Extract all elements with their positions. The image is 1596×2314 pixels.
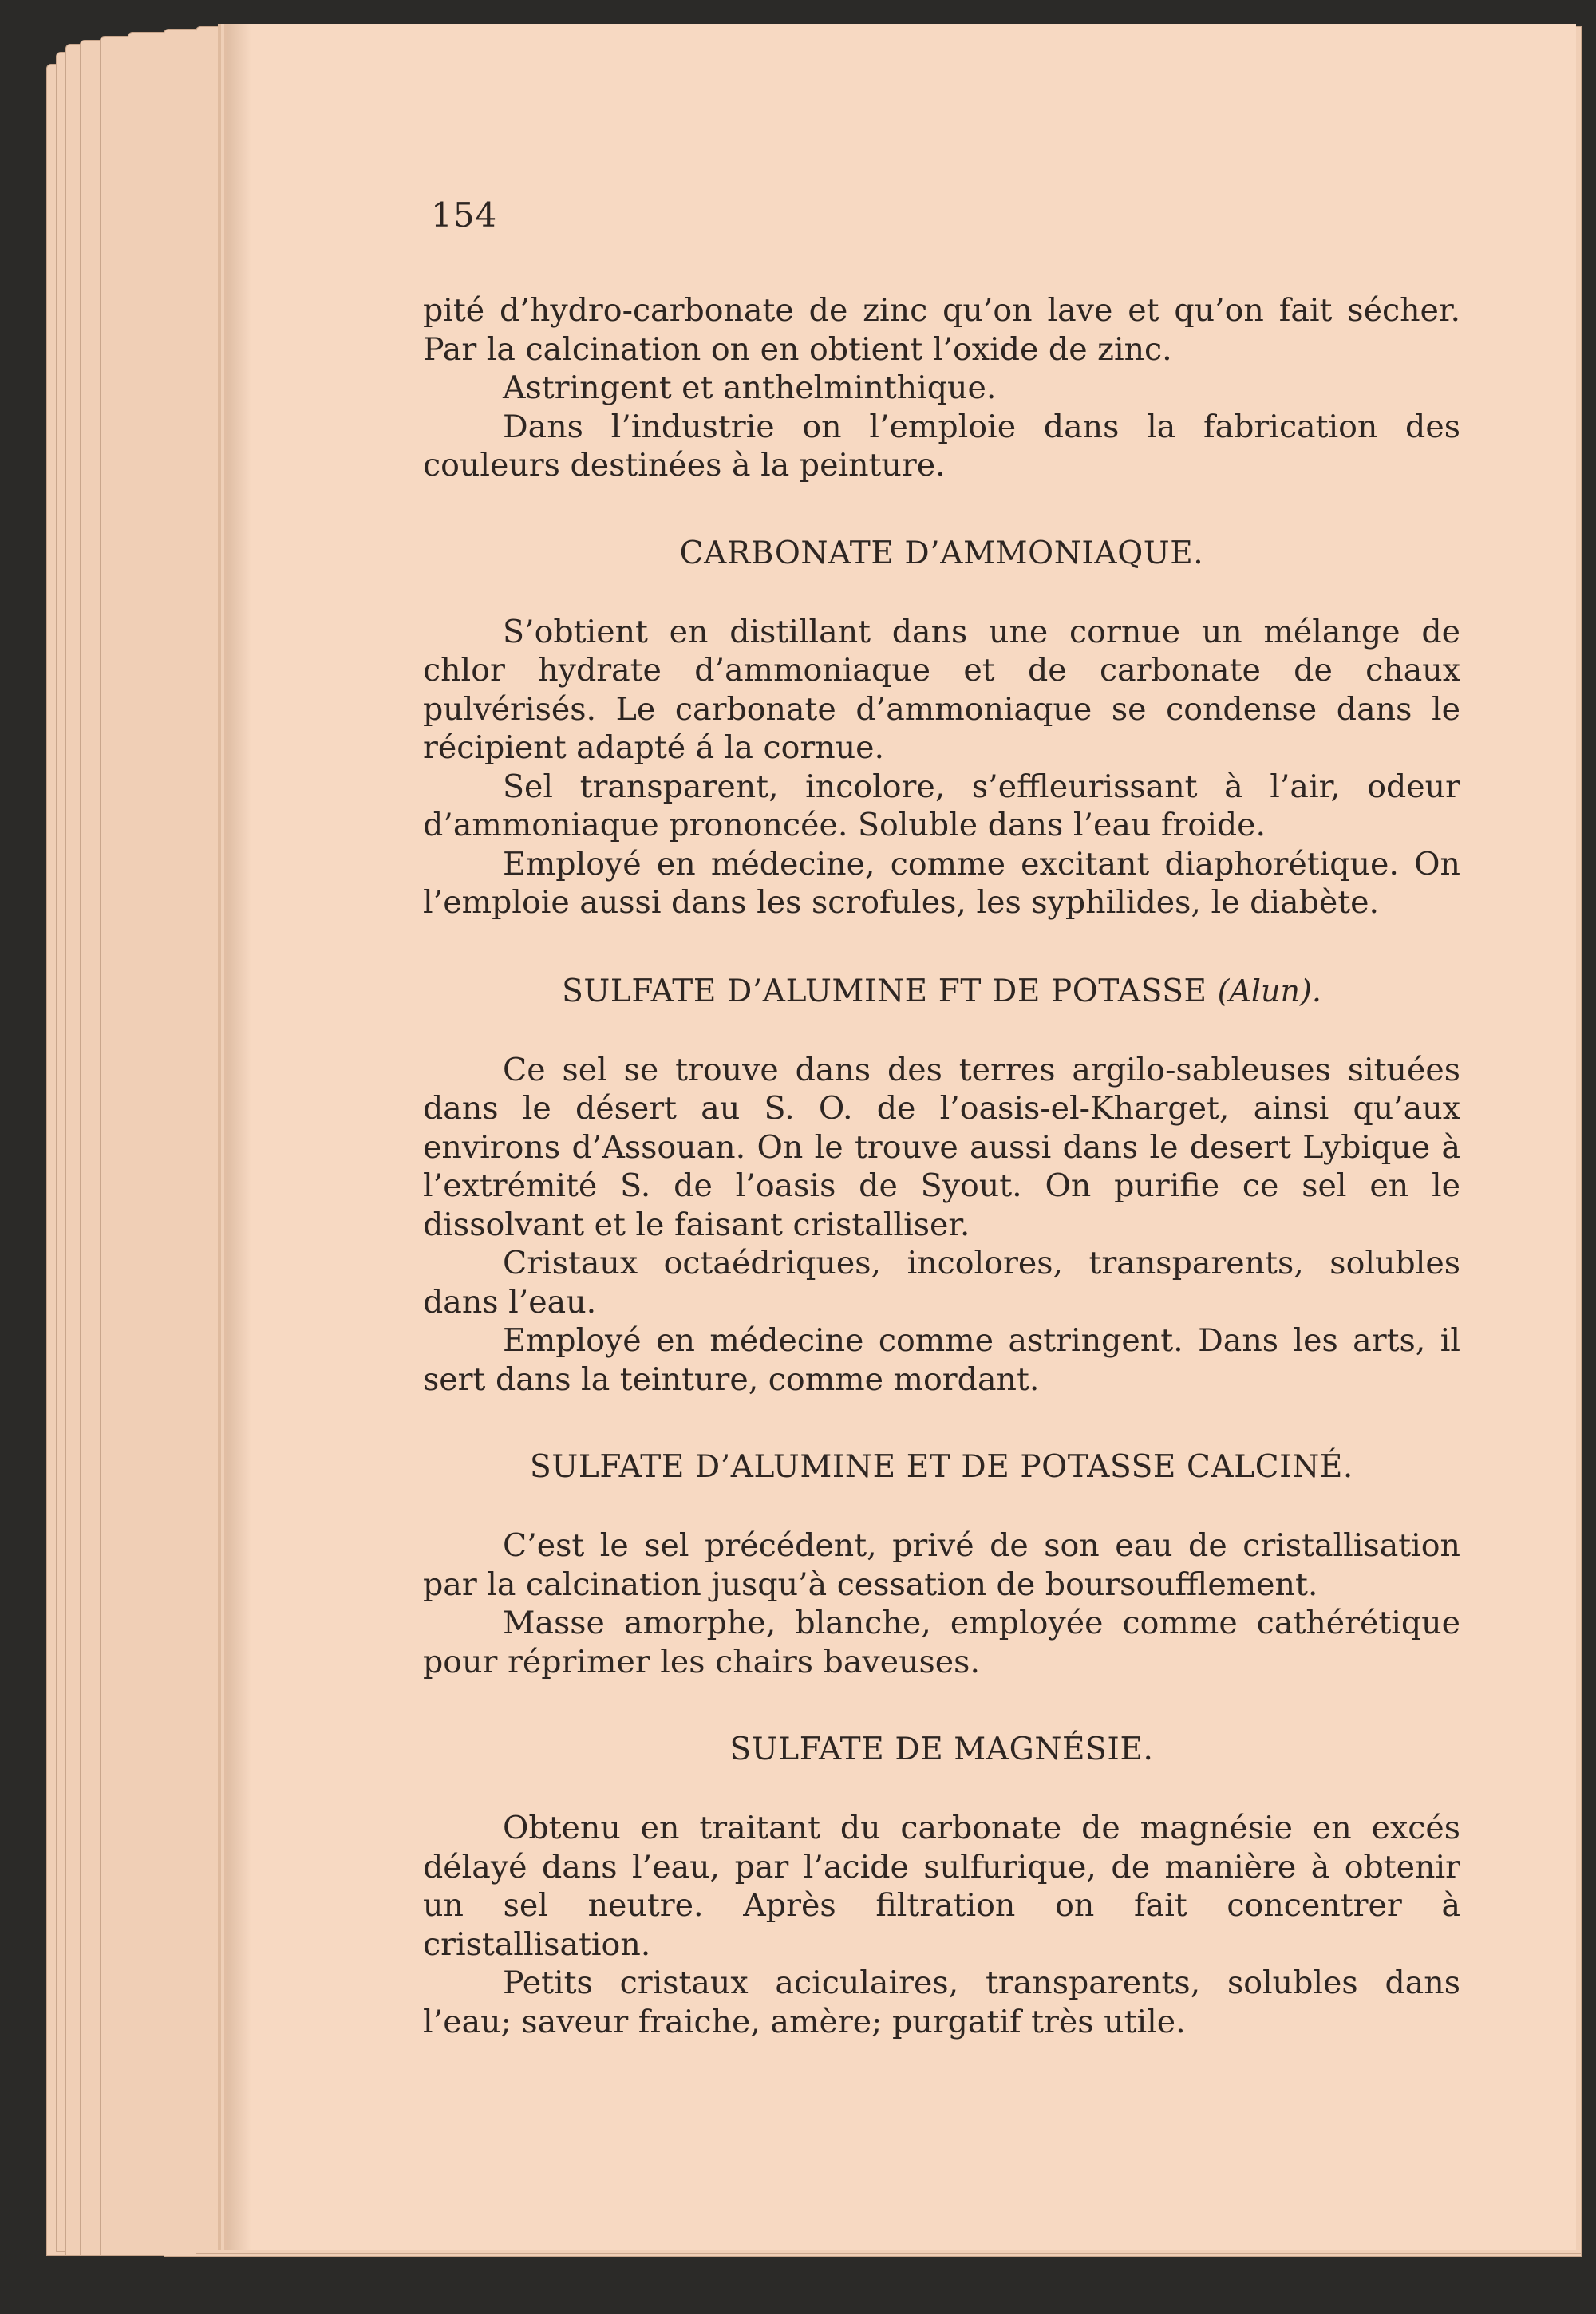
binding-shadow — [227, 24, 251, 2250]
paragraph: pité d’hydro-carbonate de zinc qu’on lave et qu’on fait sécher. Par la calcination on en obtient l’oxide de zinc. — [423, 292, 1460, 368]
paragraph: Ce sel se trouve dans des terres argilo-sableuses situées dans le désert au S. O. de l’oasis-el-Kharget, ainsi qu’aux environs d’Assouan. On le trouve aussi dans le desert Lybique à l’extrémité S. de l’oasis de Syout. On purifie ce sel en le dissolvant et le faisant cristalliser. — [423, 1051, 1460, 1243]
paragraph: S’obtient en distillant dans une cornue un mélange de chlor hydrate d’ammoniaque et de carbonate de chaux pulvérisés. Le carbonate d’ammoniaque se condense dans le récipient adapté á la cornue. — [423, 613, 1460, 766]
page-number: 154 — [431, 195, 498, 235]
paragraph: C’est le sel précédent, privé de son eau de cristallisation par la calcination jusqu’à cessation de boursoufflement. — [423, 1527, 1460, 1603]
paragraph: Petits cristaux aciculaires, transparents, solubles dans l’eau; saveur fraiche, amère; purgatif très utile. — [423, 1965, 1460, 2040]
section-heading: SULFATE DE MAGNÉSIE. — [729, 1732, 1154, 1767]
section-heading — [423, 972, 1460, 1011]
paragraph: Dans l’industrie on l’emploie dans la fabrication des couleurs destinées à la peinture. — [423, 408, 1460, 484]
paragraph: Employé en médecine, comme excitant diaphorétique. On l’emploie aussi dans les scrofules, les syphilides, le diabète. — [423, 845, 1460, 921]
paragraph: Employé en médecine comme astringent. Dans les arts, il sert dans la teinture, comme mordant. — [423, 1322, 1460, 1398]
paragraph: Astringent et anthelminthique. — [503, 369, 997, 406]
paragraph: Masse amorphe, blanche, employée comme cathérétique pour réprimer les chairs baveuses. — [423, 1605, 1460, 1680]
paragraph: Sel transparent, incolore, s’effleurissant à l’air, odeur d’ammoniaque prononcée. Soluble dans l’eau froide. — [423, 768, 1460, 843]
page-content — [423, 291, 1460, 2041]
section-heading: CARBONATE D’AMMONIAQUE. — [679, 535, 1204, 571]
paragraph: Obtenu en traitant du carbonate de magnésie en excés délayé dans l’eau, par l’acide sulfurique, de manière à obtenir un sel neutre. Après filtration on fait concentrer à cristallisation. — [423, 1810, 1460, 1963]
section-heading: SULFATE D’ALUMINE ET DE POTASSE CALCINÉ. — [530, 1449, 1353, 1485]
paragraph: Cristaux octaédriques, incolores, transparents, solubles dans l’eau. — [423, 1245, 1460, 1321]
heading-note: (Alun). — [1217, 973, 1321, 1009]
heading-text: SULFATE D’ALUMINE FT DE POTASSE — [562, 973, 1207, 1009]
